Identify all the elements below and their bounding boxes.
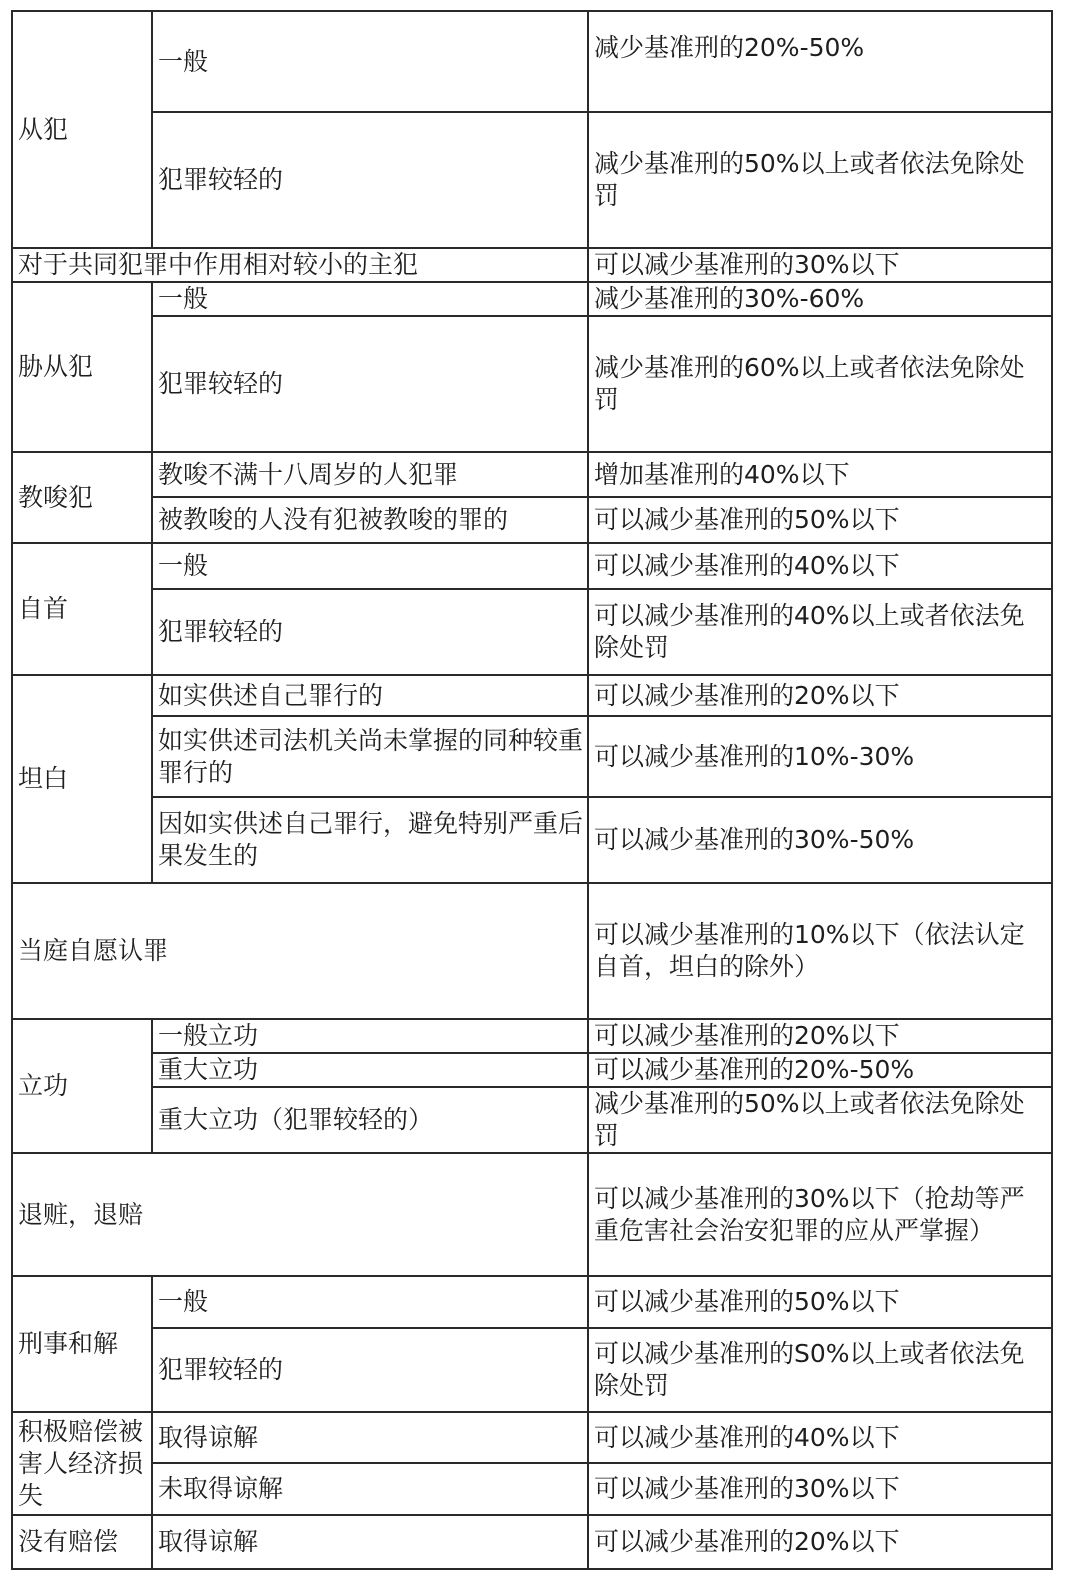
table-row (12, 1412, 1052, 1463)
effect-cell: 可以减少基准刑的10%-30% (588, 716, 1052, 797)
table-row (12, 883, 1052, 1019)
effect-cell: 可以减少基准刑的50%以下 (588, 1276, 1052, 1328)
effect-cell: 可以减少基准刑的10%以下（依法认定自首，坦白的除外） (588, 883, 1052, 1019)
table-row (12, 1019, 1052, 1053)
table-row (12, 497, 1052, 543)
category-cell: 立功 (12, 1019, 152, 1153)
category-cell: 坦白 (12, 675, 152, 883)
table-row (12, 112, 1052, 248)
table-row (12, 1515, 1052, 1569)
table-row (12, 282, 1052, 316)
condition-cell: 取得谅解 (152, 1515, 588, 1569)
table-row (12, 797, 1052, 883)
category-cell: 当庭自愿认罪 (12, 883, 588, 1019)
table-row (12, 1087, 1052, 1153)
condition-cell: 一般 (152, 1276, 588, 1328)
category-cell: 自首 (12, 543, 152, 675)
effect-cell: 可以减少基准刑的40%以下 (588, 1412, 1052, 1463)
condition-cell: 一般立功 (152, 1019, 588, 1053)
effect-cell: 减少基准刑的30%-60% (588, 282, 1052, 316)
category-cell: 对于共同犯罪中作用相对较小的主犯 (12, 248, 588, 282)
effect-cell: 增加基准刑的40%以下 (588, 452, 1052, 497)
category-cell: 没有赔偿 (12, 1515, 152, 1569)
effect-cell: 可以减少基准刑的30%-50% (588, 797, 1052, 883)
category-cell: 教唆犯 (12, 452, 152, 543)
category-cell: 积极赔偿被害人经济损失 (12, 1412, 152, 1515)
effect-cell: 可以减少基准刑的30%以下 (588, 248, 1052, 282)
condition-cell: 如实供述自己罪行的 (152, 675, 588, 716)
table-row (12, 589, 1052, 675)
effect-cell: 可以减少基准刑的20%-50% (588, 1053, 1052, 1087)
table-row (12, 1328, 1052, 1412)
condition-cell: 一般 (152, 11, 588, 112)
effect-cell: 减少基准刑的50%以上或者依法免除处罚 (588, 112, 1052, 248)
condition-cell: 被教唆的人没有犯被教唆的罪的 (152, 497, 588, 543)
effect-cell: 可以减少基准刑的30%以下（抢劫等严重危害社会治安犯罪的应从严掌握） (588, 1153, 1052, 1276)
table-row (12, 675, 1052, 716)
effect-cell: 减少基准刑的20%-50% (588, 11, 1052, 112)
condition-cell: 如实供述司法机关尚未掌握的同种较重罪行的 (152, 716, 588, 797)
condition-cell: 重大立功 (152, 1053, 588, 1087)
category-cell: 刑事和解 (12, 1276, 152, 1412)
effect-cell: 可以减少基准刑的50%以下 (588, 497, 1052, 543)
category-cell: 退赃，退赔 (12, 1153, 588, 1276)
table-row (12, 316, 1052, 452)
sentencing-adjustment-table (11, 10, 1053, 1570)
effect-cell: 可以减少基准刑的40%以下 (588, 543, 1052, 589)
condition-cell: 一般 (152, 543, 588, 589)
condition-cell: 犯罪较轻的 (152, 589, 588, 675)
effect-cell: 可以减少基准刑的20%以下 (588, 1019, 1052, 1053)
table-row (12, 452, 1052, 497)
effect-cell: 可以减少基准刑的40%以上或者依法免除处罚 (588, 589, 1052, 675)
condition-cell: 因如实供述自己罪行，避免特别严重后果发生的 (152, 797, 588, 883)
effect-cell: 可以减少基准刑的20%以下 (588, 675, 1052, 716)
condition-cell: 犯罪较轻的 (152, 112, 588, 248)
category-cell: 从犯 (12, 11, 152, 248)
table-row (12, 248, 1052, 282)
table-row (12, 1276, 1052, 1328)
effect-cell: 减少基准刑的50%以上或者依法免除处罚 (588, 1087, 1052, 1153)
table-row (12, 1153, 1052, 1276)
effect-cell: 可以减少基准刑的30%以下 (588, 1463, 1052, 1515)
table-row (12, 1053, 1052, 1087)
condition-cell: 教唆不满十八周岁的人犯罪 (152, 452, 588, 497)
condition-cell: 犯罪较轻的 (152, 316, 588, 452)
table-row (12, 1463, 1052, 1515)
condition-cell: 取得谅解 (152, 1412, 588, 1463)
table-row (12, 11, 1052, 112)
table-row (12, 716, 1052, 797)
condition-cell: 未取得谅解 (152, 1463, 588, 1515)
effect-cell: 可以减少基准刑的20%以下 (588, 1515, 1052, 1569)
condition-cell: 重大立功（犯罪较轻的） (152, 1087, 588, 1153)
condition-cell: 犯罪较轻的 (152, 1328, 588, 1412)
effect-cell: 减少基准刑的60%以上或者依法免除处罚 (588, 316, 1052, 452)
table-row (12, 543, 1052, 589)
effect-cell: 可以减少基准刑的S0%以上或者依法免除处罚 (588, 1328, 1052, 1412)
condition-cell: 一般 (152, 282, 588, 316)
category-cell: 胁从犯 (12, 282, 152, 452)
